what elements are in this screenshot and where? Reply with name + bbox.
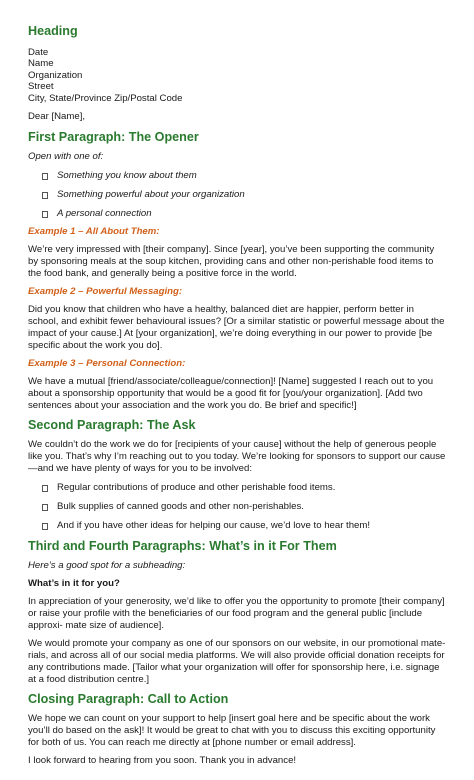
benefit-paragraph-2: We would promote your company as one of our sponsors on our website, in our promotional mate- rials, and across all of our social media platforms. We will also provide official donation receipts for any contributions made. [Tailor what your organization will offer for sponsorship here, i.e. signage at a food distribution centre.] xyxy=(28,638,446,686)
closing-text: We hope we can count on your support to help [insert goal here and be specific about the work you’ll do based on the ask]! It would be great to chat with you to discuss this exciting opportunity for both of us. You can reach me directly at [phone number or email address]. xyxy=(28,713,436,749)
example-2-label: Example 2 – Powerful Messaging: xyxy=(28,286,183,298)
bullet-box-icon xyxy=(42,523,48,530)
bullet-box-icon xyxy=(42,211,48,218)
example-2-text: Did you know that children who have a healthy, balanced diet are happier, perform better in school, and exhibit fewer behavioural issues? [Or a similar statistic or powerful message about the impact of your cause.] At [your organization], we’re doing everything in our power to provide [be specific about the work you do]. xyxy=(28,304,445,352)
list-item: Something you know about them xyxy=(28,170,446,182)
closing-title: Closing Paragraph: Call to Action xyxy=(28,692,229,707)
first-paragraph-title: First Paragraph: The Opener xyxy=(28,130,199,145)
list-item: Something powerful about your organization xyxy=(28,189,446,201)
address-name: Name xyxy=(28,58,54,70)
example-3-label: Example 3 – Personal Connection: xyxy=(28,358,186,370)
address-block xyxy=(28,47,446,104)
ask-text: We couldn’t do the work we do for [recipients of your cause] without the help of generous people like you. That’s why I’m reaching out to you today. We’re looking for sponsors to support our cause—and we have plenty of ways for you to be involved: xyxy=(28,439,446,475)
third-fourth-title: Third and Fourth Paragraphs: What’s in it For Them xyxy=(28,539,337,554)
bullet-box-icon xyxy=(42,504,48,511)
opener-bullet-list xyxy=(28,170,446,220)
second-paragraph-title: Second Paragraph: The Ask xyxy=(28,418,196,433)
subheading: What’s in it for you? xyxy=(28,578,120,590)
list-item: Bulk supplies of canned goods and other non-perishables. xyxy=(28,501,446,513)
address-street: Street xyxy=(28,81,54,93)
address-date: Date xyxy=(28,47,49,58)
subheading-note: Here’s a good spot for a subheading: xyxy=(28,560,186,572)
address-organization: Organization xyxy=(28,69,83,81)
benefit-paragraph-1: In appreciation of your generosity, we’d like to offer you the opportunity to promote [their company] or raise your profile with the beneficiaries of our food program and the general public [include approxi- mate size of audience]. xyxy=(28,596,445,632)
bullet-box-icon xyxy=(42,192,48,199)
example-3-text: We have a mutual [friend/associate/colleague/connection]! [Name] suggested I reach out to you about a sponsorship opportunity that would be a good fit for [you/your organization]. [Add two sentences about your association and the work you do. Be brief and specific!] xyxy=(28,376,434,412)
list-item: A personal connection xyxy=(28,208,446,220)
bullet-box-icon xyxy=(42,485,48,492)
salutation: Dear [Name], xyxy=(28,111,86,123)
opener-intro: Open with one of: xyxy=(28,151,104,163)
heading: Heading xyxy=(28,24,78,38)
list-item: And if you have other ideas for helping our cause, we’d love to hear them! xyxy=(28,520,446,532)
list-item: Regular contributions of produce and other perishable food items. xyxy=(28,482,446,494)
address-city: City, State/Province Zip/Postal Code xyxy=(28,92,183,104)
bullet-box-icon xyxy=(42,173,48,180)
example-1-text: We’re very impressed with [their company]. Since [year], you’ve been supporting the community by sponsoring meals at the soup kitchen, providing cans and other non-perishable food items to the food bank, and generally being a positive force in the world. xyxy=(28,244,435,280)
closing-final: I look forward to hearing from you soon. Thank you in advance! xyxy=(28,755,297,767)
example-1-label: Example 1 – All About Them: xyxy=(28,226,160,238)
ask-bullet-list xyxy=(28,482,446,532)
